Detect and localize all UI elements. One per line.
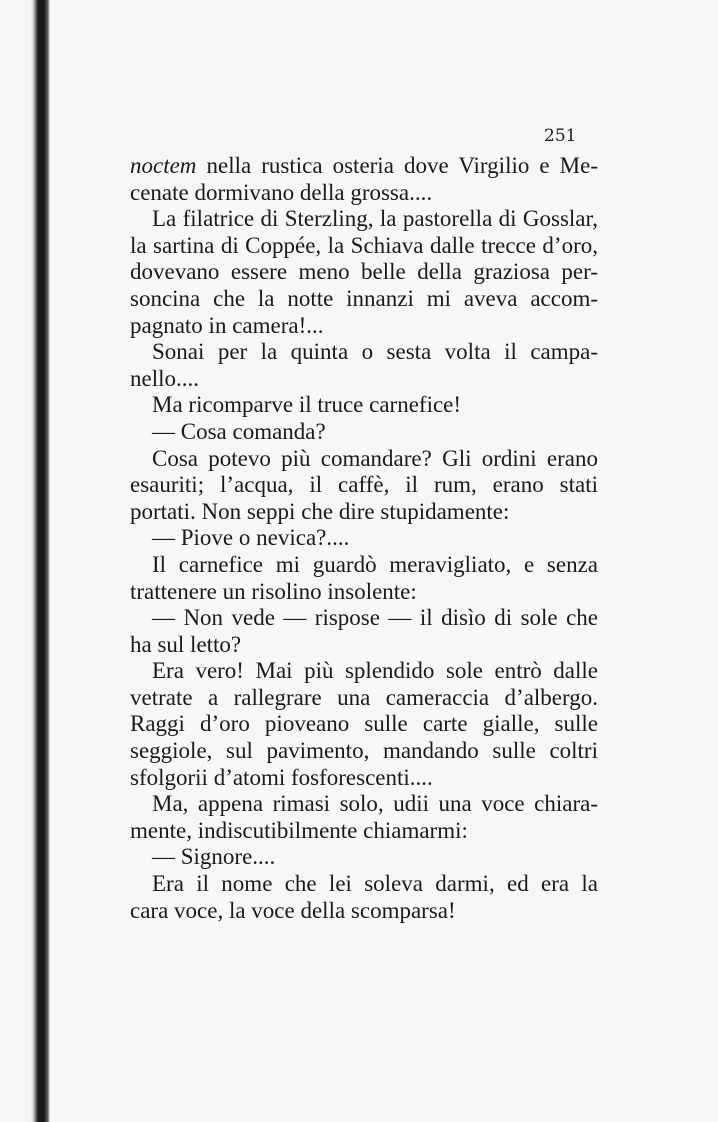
line-text: soncina che la notte innanzi mi aveva accom-: [130, 285, 598, 311]
text-line: [130, 605, 598, 632]
line-text: trattenere un risolino insolente:: [130, 578, 417, 604]
text-line: [130, 658, 598, 685]
line-text: nella rustica osteria dove Virgilio e Me-: [196, 153, 598, 178]
line-text: Era vero! Mai più splendido sole entrò dalle: [152, 658, 598, 684]
text-line: [130, 180, 598, 207]
line-text: — Piove o nevica?....: [152, 525, 350, 551]
text-line: [130, 499, 598, 526]
text-line: [130, 765, 598, 792]
page-number: 251: [544, 126, 577, 146]
body-text: [130, 153, 598, 924]
line-text: seggiole, sul pavimento, mandando sulle coltri: [130, 738, 598, 764]
text-line: [130, 419, 598, 446]
line-text: ha sul letto?: [130, 631, 242, 657]
line-text: cara voce, la voce della scomparsa!: [130, 897, 456, 923]
line-text: — Non vede — rispose — il disìo di sole che: [152, 605, 598, 631]
text-line: [130, 552, 598, 579]
text-line: [130, 153, 598, 180]
text-line: [130, 206, 598, 233]
line-text: Era il nome che lei soleva darmi, ed era la: [152, 871, 598, 897]
text-line: [130, 392, 598, 419]
line-text: — Cosa comanda?: [152, 418, 326, 444]
line-text: pagnato in camera!...: [130, 312, 324, 338]
line-text: Cosa potevo più comandare? Gli ordini erano: [152, 445, 598, 471]
text-line: [130, 286, 598, 313]
text-line: [130, 791, 598, 818]
text-line: [130, 818, 598, 845]
text-line: [130, 871, 598, 898]
line-text: Sonai per la quinta o sesta volta il campa-: [152, 339, 598, 365]
line-text: vetrate a rallegrare una cameraccia d’albergo.: [130, 684, 598, 710]
text-line: [130, 898, 598, 925]
line-text: nello....: [130, 365, 199, 391]
italic-word: noctem: [130, 153, 197, 178]
text-line: [130, 844, 598, 871]
line-text: La filatrice di Sterzling, la pastorella di Gosslar,: [152, 206, 598, 232]
binding-gutter: [30, 0, 50, 1122]
line-text: cenate dormivano della grossa....: [130, 179, 433, 205]
text-line: [130, 738, 598, 765]
line-text: esauriti; l’acqua, il caffè, il rum, erano stati: [130, 472, 598, 498]
line-text: portati. Non seppi che dire stupidamente:: [130, 498, 510, 524]
text-line: [130, 525, 598, 552]
text-line: [130, 339, 598, 366]
line-text: Ma ricomparve il truce carnefice!: [152, 392, 462, 418]
line-text: sfolgorii d’atomi fosforescenti....: [130, 764, 433, 790]
text-line: [130, 711, 598, 738]
line-text: Il carnefice mi guardò meravigliato, e senza: [152, 551, 598, 577]
line-text: — Signore....: [152, 844, 276, 870]
text-line: [130, 259, 598, 286]
line-text: Raggi d’oro pioveano sulle carte gialle, sulle: [130, 711, 598, 737]
text-line: [130, 233, 598, 260]
line-text: dovevano essere meno belle della graziosa per-: [130, 259, 598, 285]
line-text: la sartina di Coppée, la Schiava dalle trecce d’oro,: [130, 232, 598, 258]
text-line: [130, 685, 598, 712]
text-line: [130, 313, 598, 340]
line-text: mente, indiscutibilmente chiamarmi:: [130, 817, 468, 843]
line-text: Ma, appena rimasi solo, udii una voce chiara-: [152, 791, 598, 817]
text-line: [130, 632, 598, 659]
text-line: [130, 446, 598, 473]
text-line: [130, 366, 598, 393]
text-line: [130, 579, 598, 606]
text-line: [130, 472, 598, 499]
